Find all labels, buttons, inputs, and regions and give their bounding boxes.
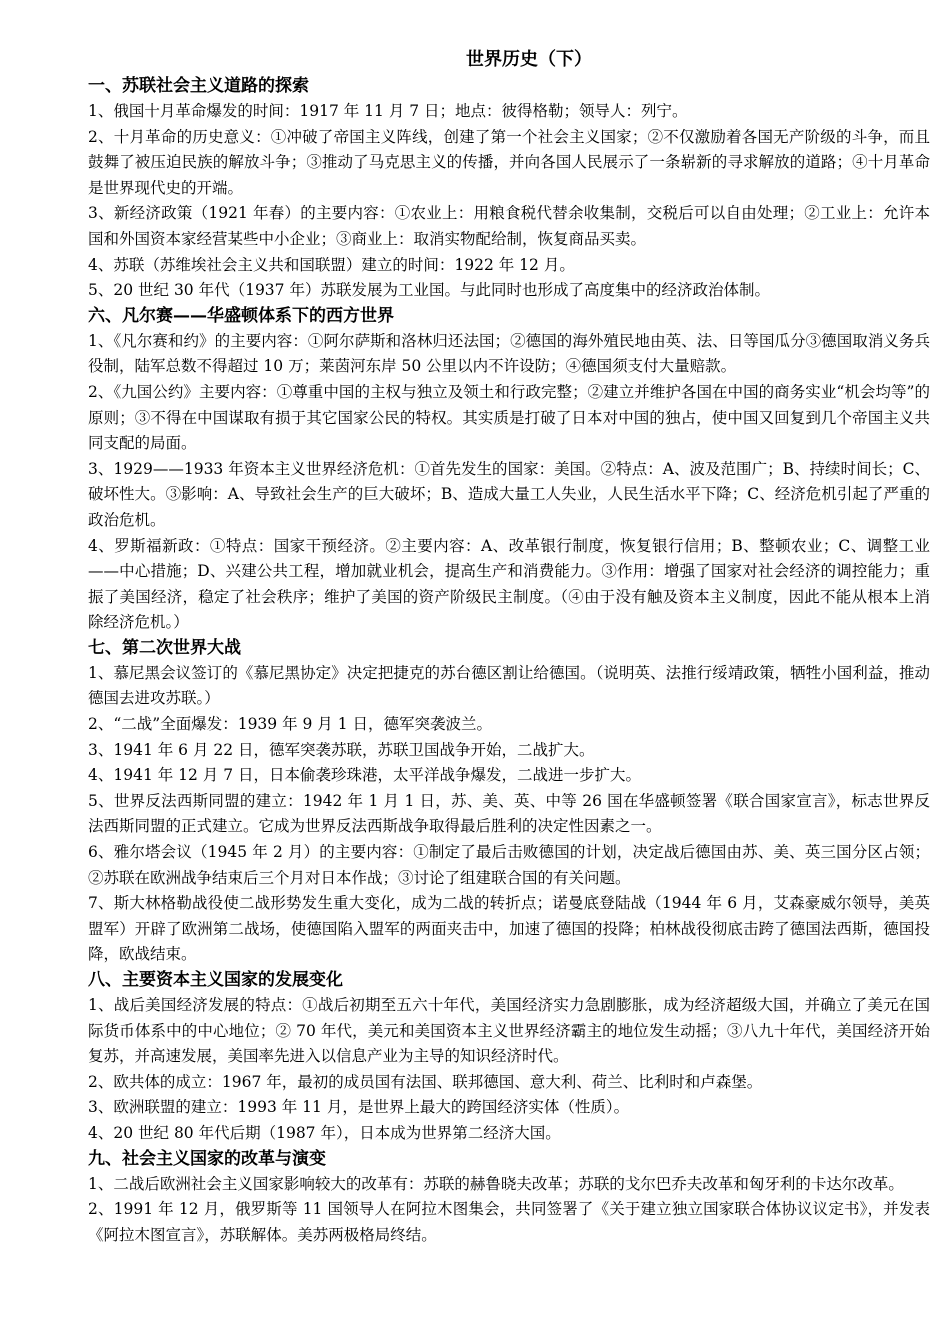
- section-world-war-two: [88, 636, 930, 968]
- paragraph: 5、20 世纪 30 年代（1937 年）苏联发展为工业国。与此同时也形成了高度集中的经济政治体制。: [88, 281, 770, 300]
- section-heading: 七、第二次世界大战: [88, 637, 241, 658]
- paragraph: 2、“二战”全面爆发：1939 年 9 月 1 日，德军突袭波兰。: [88, 715, 493, 734]
- section-socialist-reform: [88, 1147, 930, 1249]
- document-title: 世界历史（下）: [466, 49, 592, 70]
- paragraph: 3、新经济政策（1921 年春）的主要内容：①农业上：用粮食税代替余收集制，交税后可以自由处理；②工业上：允许本国和外国资本家经营某些中小企业；③商业上：取消实物配给制，恢复商品买卖。: [88, 204, 930, 248]
- section-soviet-socialism: [88, 74, 930, 304]
- paragraph: 2、欧共体的成立：1967 年，最初的成员国有法国、联邦德国、意大利、荷兰、比利时和卢森堡。: [88, 1072, 763, 1091]
- paragraph: 6、雅尔塔会议（1945 年 2 月）的主要内容：①制定了最后击败德国的计划，决定战后德国由苏、美、英三国分区占领；②苏联在欧洲战争结束后三个月对日本作战；③讨论了组建联合国的有关问题。: [88, 843, 930, 887]
- paragraph: 5、世界反法西斯同盟的建立：1942 年 1 月 1 日，苏、美、英、中等 26 国在华盛顿签署《联合国家宣言》，标志世界反法西斯同盟的正式建立。它成为世界反法西斯战争取得最后胜利的决定性因素之一。: [88, 791, 930, 836]
- paragraph: 2、十月革命的历史意义：①冲破了帝国主义阵线，创建了第一个社会主义国家；②不仅激励着各国无产阶级的斗争，而且鼓舞了被压迫民族的解放斗争；③推动了马克思主义的传播，并向各国人民展示了一条崭新的寻求解放的道路；④十月革命是世界现代史的开端。: [88, 127, 930, 197]
- paragraph: 3、欧洲联盟的建立：1993 年 11 月，是世界上最大的跨国经济实体（性质）。: [88, 1098, 630, 1117]
- paragraph: 4、苏联（苏维埃社会主义共和国联盟）建立的时间：1922 年 12 月。: [88, 255, 575, 274]
- paragraph: 1、二战后欧洲社会主义国家影响较大的改革有：苏联的赫鲁晓夫改革；苏联的戈尔巴乔夫改革和匈牙利的卡达尔改革。: [88, 1174, 904, 1193]
- section-heading: 六、凡尔赛——华盛顿体系下的西方世界: [88, 305, 394, 326]
- section-versailles-washington: [88, 304, 930, 636]
- paragraph: 4、罗斯福新政：①特点：国家干预经济。②主要内容：A、改革银行制度，恢复银行信用；B、整顿农业；C、调整工业——中心措施；D、兴建公共工程，增加就业机会，提高生产和消费能力。③作用：增强了国家对社会经济的调控能力；重振了美国经济，稳定了社会秩序；维护了美国的资产阶级民主制度。（④由于没有触及资本主义制度，因此不能从根本上消除经济危机。）: [88, 536, 930, 632]
- paragraph: 1、《凡尔赛和约》的主要内容：①阿尔萨斯和洛林归还法国；②德国的海外殖民地由英、法、日等国瓜分③德国取消义务兵役制，陆军总数不得超过 10 万；莱茵河东岸 50 公里以内不许设防；④德国须支付大量赔款。: [88, 331, 930, 376]
- paragraph: 1、俄国十月革命爆发的时间：1917 年 11 月 7 日；地点：彼得格勒；领导人：列宁。: [88, 102, 688, 120]
- section-capitalist-development: [88, 968, 930, 1147]
- paragraph: 1、战后美国经济发展的特点：①战后初期至五六十年代，美国经济实力急剧膨胀，成为经济超级大国，并确立了美元在国际货币体系中的中心地位；② 70 年代，美元和美国资本主义世界经济霸主的地位发生动摇；③八九十年代，美国经济开始复苏，并高速发展，美国率先进入以信息产业为主导的知识经济时代。: [88, 996, 930, 1066]
- paragraph: 1、慕尼黑会议签订的《慕尼黑协定》决定把捷克的苏台德区割让给德国。（说明英、法推行绥靖政策，牺牲小国利益，推动德国去进攻苏联。）: [88, 663, 930, 708]
- paragraph: 4、1941 年 12 月 7 日，日本偷袭珍珠港，太平洋战争爆发，二战进一步扩大。: [88, 766, 642, 785]
- paragraph: 2、《九国公约》主要内容：①尊重中国的主权与独立及领土和行政完整；②建立并维护各国在中国的商务实业“机会均等”的原则；③不得在中国谋取有损于其它国家公民的特权。其实质是打破了日本对中国的独占，使中国又回复到几个帝国主义共同支配的局面。: [88, 382, 930, 453]
- paragraph: 7、斯大林格勒战役使二战形势发生重大变化，成为二战的转折点；诺曼底登陆战（1944 年 6 月，艾森豪威尔领导，美英盟军）开辟了欧洲第二战场，使德国陷入盟军的两面夹击中，加速了德国的投降；柏林战役彻底击跨了德国法西斯，德国投降，欧战结束。: [88, 894, 930, 964]
- paragraph: 2、1991 年 12 月，俄罗斯等 11 国领导人在阿拉木图集会，共同签署了《关于建立独立国家联合体协议议定书》，并发表《阿拉木图宣言》，苏联解体。美苏两极格局终结。: [88, 1200, 930, 1244]
- paragraph: 3、1941 年 6 月 22 日，德军突袭苏联，苏联卫国战争开始，二战扩大。: [88, 740, 595, 759]
- section-heading: 八、主要资本主义国家的发展变化: [88, 970, 343, 990]
- paragraph: 4、20 世纪 80 年代后期（1987 年），日本成为世界第二经济大国。: [88, 1123, 561, 1142]
- section-heading: 九、社会主义国家的改革与演变: [88, 1148, 326, 1169]
- paragraph: 3、1929——1933 年资本主义世界经济危机：①首先发生的国家：美国。②特点：A、波及范围广；B、持续时间长；C、破坏性大。③影响：A、导致社会生产的巨大破坏；B、造成大量工人失业，人民生活水平下降；C、经济危机引起了严重的政治危机。: [88, 459, 930, 529]
- section-heading: 一、苏联社会主义道路的探索: [88, 76, 309, 96]
